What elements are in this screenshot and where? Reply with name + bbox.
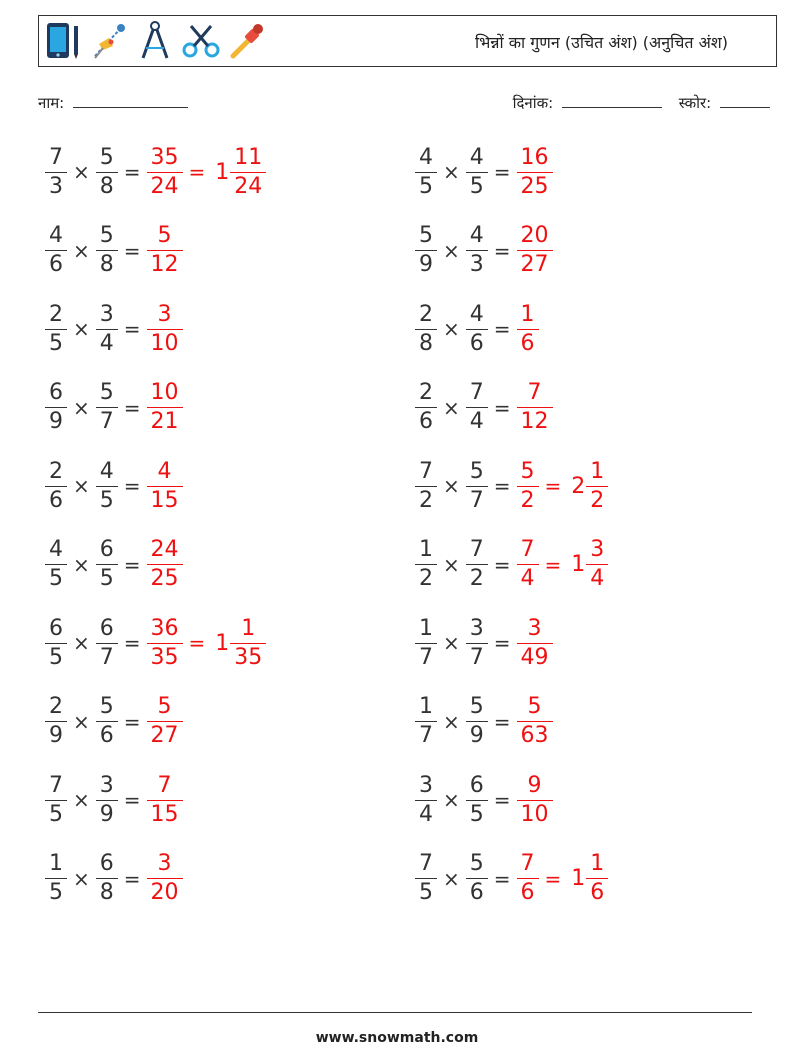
second-fraction-numerator: 3 <box>99 301 114 327</box>
dropper-icon <box>227 20 267 62</box>
first-fraction-denominator: 6 <box>45 486 67 512</box>
answer-fraction <box>519 301 537 356</box>
answer-fraction <box>149 853 181 904</box>
answer-fraction-denominator: 15 <box>147 486 183 512</box>
answer-fraction-denominator: 25 <box>517 172 553 198</box>
first-fraction <box>417 615 435 670</box>
date-score-field <box>513 93 770 113</box>
problem-item <box>415 533 608 597</box>
answer-fraction-numerator: 3 <box>157 851 172 876</box>
problem-item <box>415 847 608 911</box>
first-fraction-numerator: 7 <box>49 772 63 798</box>
second-fraction-denominator: 7 <box>466 486 488 512</box>
problem-item <box>45 611 266 675</box>
second-fraction-denominator: 4 <box>466 407 488 433</box>
mixed-fraction-numerator: 1 <box>241 615 256 641</box>
name-blank <box>73 95 188 108</box>
second-fraction-numerator: 3 <box>469 615 484 641</box>
answer-fraction <box>149 225 181 276</box>
first-fraction-denominator: 3 <box>45 172 67 198</box>
answer-fraction-numerator: 3 <box>527 615 542 641</box>
mixed-whole-number: 1 <box>571 866 586 891</box>
answer-fraction <box>149 696 181 747</box>
answer-fraction-denominator: 12 <box>517 407 553 433</box>
name-field <box>38 93 188 113</box>
equals-sign: = <box>123 552 141 577</box>
first-fraction <box>47 772 65 827</box>
second-fraction <box>468 772 486 827</box>
first-fraction <box>47 458 65 513</box>
first-fraction-denominator: 4 <box>415 800 437 826</box>
answer-fraction <box>519 696 551 747</box>
answer-fraction-denominator: 63 <box>517 721 553 747</box>
problem-item <box>415 140 553 204</box>
answer-fraction-denominator: 49 <box>517 643 553 669</box>
header-box <box>38 15 777 67</box>
equals-sign: = <box>123 631 141 655</box>
first-fraction-denominator: 9 <box>45 407 67 433</box>
second-fraction <box>98 301 116 356</box>
problem-item <box>45 454 183 518</box>
answer-fraction-denominator: 27 <box>147 721 183 747</box>
first-fraction <box>47 696 65 747</box>
mixed-whole-number: 1 <box>215 159 230 185</box>
second-fraction-denominator: 5 <box>466 172 488 198</box>
second-fraction-numerator: 6 <box>469 772 484 798</box>
mixed-fraction <box>588 458 606 513</box>
times-sign: × <box>443 631 460 655</box>
second-fraction-numerator: 6 <box>99 537 114 562</box>
second-fraction <box>98 225 116 276</box>
problem-item <box>45 297 183 361</box>
answer-fraction <box>149 539 181 590</box>
problem-item <box>45 140 266 204</box>
answer-fraction <box>149 382 181 433</box>
first-fraction <box>417 772 435 827</box>
second-fraction <box>468 853 486 904</box>
second-fraction-denominator: 8 <box>96 172 118 198</box>
problem-item <box>415 297 539 361</box>
worksheet-title: भिन्नों का गुणन (उचित अंश) (अनुचित अंश) <box>475 33 728 52</box>
second-fraction-numerator: 6 <box>99 851 114 876</box>
first-fraction-denominator: 5 <box>45 329 67 355</box>
first-fraction-denominator: 5 <box>45 800 67 826</box>
second-fraction <box>468 615 486 670</box>
equals-sign: = <box>493 709 511 734</box>
answer-fraction <box>519 615 551 670</box>
first-fraction-numerator: 2 <box>419 301 433 327</box>
mixed-fraction <box>588 853 606 904</box>
answer-fraction-denominator: 15 <box>147 800 183 826</box>
answer-fraction-denominator: 24 <box>147 172 183 198</box>
answer-fraction-denominator: 20 <box>147 878 183 904</box>
times-sign: × <box>443 395 460 420</box>
second-fraction-numerator: 5 <box>469 458 484 484</box>
second-fraction-numerator: 5 <box>469 851 484 876</box>
second-fraction-denominator: 4 <box>96 329 118 355</box>
equals-sign: = <box>493 788 511 812</box>
times-sign: × <box>443 709 460 734</box>
second-fraction-denominator: 5 <box>466 800 488 826</box>
answer-fraction-numerator: 9 <box>527 772 542 798</box>
first-fraction-numerator: 2 <box>419 380 433 405</box>
first-fraction <box>47 144 65 199</box>
tablet-icon <box>43 20 83 62</box>
second-fraction <box>468 301 486 356</box>
second-fraction-denominator: 6 <box>96 721 118 747</box>
first-fraction-numerator: 7 <box>419 851 433 876</box>
second-fraction <box>468 458 486 513</box>
answer-fraction-numerator: 7 <box>527 380 542 405</box>
problem-item <box>415 376 553 440</box>
second-fraction-numerator: 6 <box>99 615 114 641</box>
score-label: स्कोर: <box>678 94 712 112</box>
second-fraction <box>98 772 116 827</box>
times-sign: × <box>443 238 460 263</box>
answer-fraction-numerator: 16 <box>520 144 549 170</box>
equals-sign: = <box>493 866 511 891</box>
second-fraction-denominator: 8 <box>96 878 118 904</box>
second-fraction-denominator: 5 <box>96 564 118 590</box>
equals-sign: = <box>123 238 141 263</box>
equals-sign: = <box>123 474 141 498</box>
equals-sign: = <box>493 474 511 498</box>
answer-fraction-numerator: 5 <box>157 694 172 719</box>
times-sign: × <box>443 788 460 812</box>
first-fraction-numerator: 1 <box>419 537 433 562</box>
second-fraction-denominator: 8 <box>96 250 118 276</box>
second-fraction-numerator: 5 <box>99 380 114 405</box>
answer-fraction-denominator: 2 <box>517 486 539 512</box>
answer-fraction <box>149 458 181 513</box>
second-fraction <box>98 144 116 199</box>
answer-fraction-numerator: 5 <box>157 223 172 248</box>
answer-fraction <box>519 539 537 590</box>
mixed-fraction-numerator: 3 <box>590 537 605 562</box>
answer-fraction-denominator: 10 <box>517 800 553 826</box>
answer-fraction <box>519 382 551 433</box>
second-fraction <box>468 144 486 199</box>
answer-equals-sign: = <box>544 866 562 891</box>
second-fraction-numerator: 7 <box>469 380 484 405</box>
answer-fraction <box>519 772 551 827</box>
second-fraction <box>468 696 486 747</box>
first-fraction-numerator: 3 <box>419 772 433 798</box>
mixed-fraction <box>232 615 264 670</box>
answer-equals-sign: = <box>544 474 562 498</box>
answer-fraction <box>149 615 181 670</box>
second-fraction-numerator: 5 <box>99 694 114 719</box>
times-sign: × <box>73 552 90 577</box>
problem-item <box>45 376 183 440</box>
mixed-fraction-denominator: 4 <box>586 564 608 590</box>
first-fraction <box>47 382 65 433</box>
second-fraction-denominator: 6 <box>466 329 488 355</box>
first-fraction-numerator: 6 <box>49 615 63 641</box>
first-fraction-numerator: 4 <box>49 223 63 248</box>
first-fraction-denominator: 9 <box>45 721 67 747</box>
answer-fraction-numerator: 20 <box>520 223 549 248</box>
scissors-icon <box>181 20 221 62</box>
footer-website: www.snowmath.com <box>315 1030 479 1046</box>
second-fraction-numerator: 5 <box>99 144 114 170</box>
second-fraction-numerator: 4 <box>469 144 484 170</box>
second-fraction <box>98 615 116 670</box>
first-fraction-denominator: 5 <box>45 564 67 590</box>
answer-fraction-denominator: 6 <box>517 329 539 355</box>
mixed-whole-number: 1 <box>215 630 230 656</box>
equals-sign: = <box>493 552 511 577</box>
times-sign: × <box>443 160 460 184</box>
second-fraction-numerator: 3 <box>99 772 114 798</box>
equals-sign: = <box>493 160 511 184</box>
answer-fraction-denominator: 10 <box>147 329 183 355</box>
answer-fraction-denominator: 21 <box>147 407 183 433</box>
answer-fraction-numerator: 35 <box>150 144 179 170</box>
first-fraction-numerator: 2 <box>49 458 63 484</box>
problem-item <box>45 533 183 597</box>
mixed-fraction-denominator: 6 <box>586 878 608 904</box>
first-fraction-denominator: 5 <box>45 878 67 904</box>
first-fraction <box>47 301 65 356</box>
equals-sign: = <box>123 395 141 420</box>
first-fraction-denominator: 2 <box>415 486 437 512</box>
answer-fraction-denominator: 27 <box>517 250 553 276</box>
second-fraction-numerator: 5 <box>99 223 114 248</box>
second-fraction-denominator: 6 <box>466 878 488 904</box>
name-label: नाम: <box>38 94 65 112</box>
times-sign: × <box>443 552 460 577</box>
equals-sign: = <box>123 317 141 341</box>
answer-fraction <box>519 225 551 276</box>
times-sign: × <box>73 631 90 655</box>
times-sign: × <box>73 395 90 420</box>
times-sign: × <box>443 866 460 891</box>
answer-fraction-numerator: 10 <box>150 380 179 405</box>
answer-fraction-numerator: 36 <box>150 615 179 641</box>
first-fraction-denominator: 8 <box>415 329 437 355</box>
first-fraction <box>417 696 435 747</box>
footer-divider <box>38 1012 752 1013</box>
answer-fraction-denominator: 6 <box>517 878 539 904</box>
first-fraction-denominator: 7 <box>415 643 437 669</box>
first-fraction-numerator: 5 <box>419 223 433 248</box>
second-fraction-numerator: 5 <box>469 694 484 719</box>
first-fraction-numerator: 1 <box>419 615 433 641</box>
equals-sign: = <box>123 866 141 891</box>
mixed-fraction-denominator: 24 <box>230 172 266 198</box>
first-fraction-numerator: 2 <box>49 694 63 719</box>
problem-item <box>415 219 553 283</box>
problem-item <box>415 768 553 832</box>
second-fraction-denominator: 9 <box>466 721 488 747</box>
first-fraction-denominator: 5 <box>415 878 437 904</box>
first-fraction <box>417 539 435 590</box>
first-fraction <box>47 615 65 670</box>
answer-fraction-numerator: 24 <box>150 537 179 562</box>
first-fraction <box>417 144 435 199</box>
mixed-whole-number: 2 <box>571 473 586 499</box>
mixed-fraction-denominator: 2 <box>586 486 608 512</box>
mixed-fraction <box>588 539 606 590</box>
equals-sign: = <box>493 631 511 655</box>
first-fraction-denominator: 5 <box>415 172 437 198</box>
first-fraction-numerator: 6 <box>49 380 63 405</box>
answer-fraction <box>519 144 551 199</box>
first-fraction-denominator: 7 <box>415 721 437 747</box>
second-fraction <box>98 382 116 433</box>
mixed-whole-number: 1 <box>571 552 586 577</box>
second-fraction <box>98 458 116 513</box>
answer-equals-sign: = <box>188 631 206 655</box>
answer-fraction-denominator: 4 <box>517 564 539 590</box>
mixed-fraction-numerator: 1 <box>590 458 605 484</box>
first-fraction-numerator: 4 <box>419 144 433 170</box>
second-fraction-denominator: 9 <box>96 800 118 826</box>
answer-fraction-numerator: 1 <box>520 301 535 327</box>
first-fraction-denominator: 6 <box>415 407 437 433</box>
answer-fraction-denominator: 25 <box>147 564 183 590</box>
answer-fraction-denominator: 12 <box>147 250 183 276</box>
times-sign: × <box>73 866 90 891</box>
first-fraction-numerator: 4 <box>49 537 63 562</box>
mixed-fraction-denominator: 35 <box>230 643 266 669</box>
answer-fraction-numerator: 7 <box>520 537 535 562</box>
second-fraction <box>468 539 486 590</box>
second-fraction-numerator: 4 <box>99 458 114 484</box>
second-fraction <box>98 539 116 590</box>
header-icons <box>43 20 267 62</box>
first-fraction <box>417 301 435 356</box>
first-fraction-numerator: 1 <box>49 851 63 876</box>
second-fraction <box>468 382 486 433</box>
times-sign: × <box>73 317 90 341</box>
first-fraction-denominator: 5 <box>45 643 67 669</box>
first-fraction <box>417 382 435 433</box>
first-fraction <box>47 225 65 276</box>
answer-fraction-numerator: 4 <box>157 458 172 484</box>
answer-fraction-numerator: 5 <box>520 458 535 484</box>
problem-item <box>415 611 553 675</box>
answer-fraction-numerator: 5 <box>527 694 542 719</box>
problem-item <box>45 768 183 832</box>
second-fraction-denominator: 7 <box>466 643 488 669</box>
problem-item <box>45 690 183 754</box>
second-fraction <box>468 225 486 276</box>
second-fraction-denominator: 5 <box>96 486 118 512</box>
equals-sign: = <box>493 238 511 263</box>
problem-item <box>415 690 553 754</box>
answer-fraction-denominator: 35 <box>147 643 183 669</box>
problem-item <box>45 847 183 911</box>
times-sign: × <box>73 474 90 498</box>
first-fraction-denominator: 6 <box>45 250 67 276</box>
equals-sign: = <box>123 709 141 734</box>
first-fraction <box>417 853 435 904</box>
first-fraction-numerator: 7 <box>49 144 63 170</box>
first-fraction-denominator: 2 <box>415 564 437 590</box>
first-fraction <box>47 853 65 904</box>
mixed-fraction-numerator: 1 <box>590 851 605 876</box>
answer-equals-sign: = <box>188 160 206 184</box>
first-fraction-numerator: 2 <box>49 301 63 327</box>
second-fraction-numerator: 4 <box>469 301 484 327</box>
second-fraction-numerator: 4 <box>469 223 484 248</box>
problem-item <box>45 219 183 283</box>
first-fraction <box>47 539 65 590</box>
answer-fraction-numerator: 3 <box>157 301 172 327</box>
equals-sign: = <box>123 788 141 812</box>
first-fraction <box>417 458 435 513</box>
times-sign: × <box>443 317 460 341</box>
problem-item <box>415 454 608 518</box>
answer-fraction <box>149 301 181 356</box>
second-fraction <box>98 853 116 904</box>
answer-fraction <box>519 458 537 513</box>
equals-sign: = <box>493 395 511 420</box>
times-sign: × <box>73 709 90 734</box>
second-fraction-denominator: 3 <box>466 250 488 276</box>
date-label: दिनांक: <box>512 94 554 112</box>
first-fraction-denominator: 9 <box>415 250 437 276</box>
first-fraction-numerator: 7 <box>419 458 433 484</box>
mixed-fraction-numerator: 11 <box>234 144 263 170</box>
times-sign: × <box>73 160 90 184</box>
date-blank <box>562 95 662 108</box>
compass-pin-icon <box>89 20 129 62</box>
equals-sign: = <box>493 317 511 341</box>
first-fraction-numerator: 1 <box>419 694 433 719</box>
second-fraction-denominator: 7 <box>96 407 118 433</box>
mixed-fraction <box>232 144 264 199</box>
equals-sign: = <box>123 160 141 184</box>
answer-equals-sign: = <box>544 552 562 577</box>
second-fraction-denominator: 7 <box>96 643 118 669</box>
answer-fraction <box>519 853 537 904</box>
answer-fraction <box>149 144 181 199</box>
drawing-compass-icon <box>135 20 175 62</box>
answer-fraction <box>149 772 181 827</box>
first-fraction <box>417 225 435 276</box>
second-fraction-denominator: 2 <box>466 564 488 590</box>
times-sign: × <box>73 238 90 263</box>
second-fraction-numerator: 7 <box>469 537 484 562</box>
times-sign: × <box>73 788 90 812</box>
answer-fraction-numerator: 7 <box>157 772 172 798</box>
answer-fraction-numerator: 7 <box>520 851 535 876</box>
times-sign: × <box>443 474 460 498</box>
score-blank <box>720 95 770 108</box>
second-fraction <box>98 696 116 747</box>
